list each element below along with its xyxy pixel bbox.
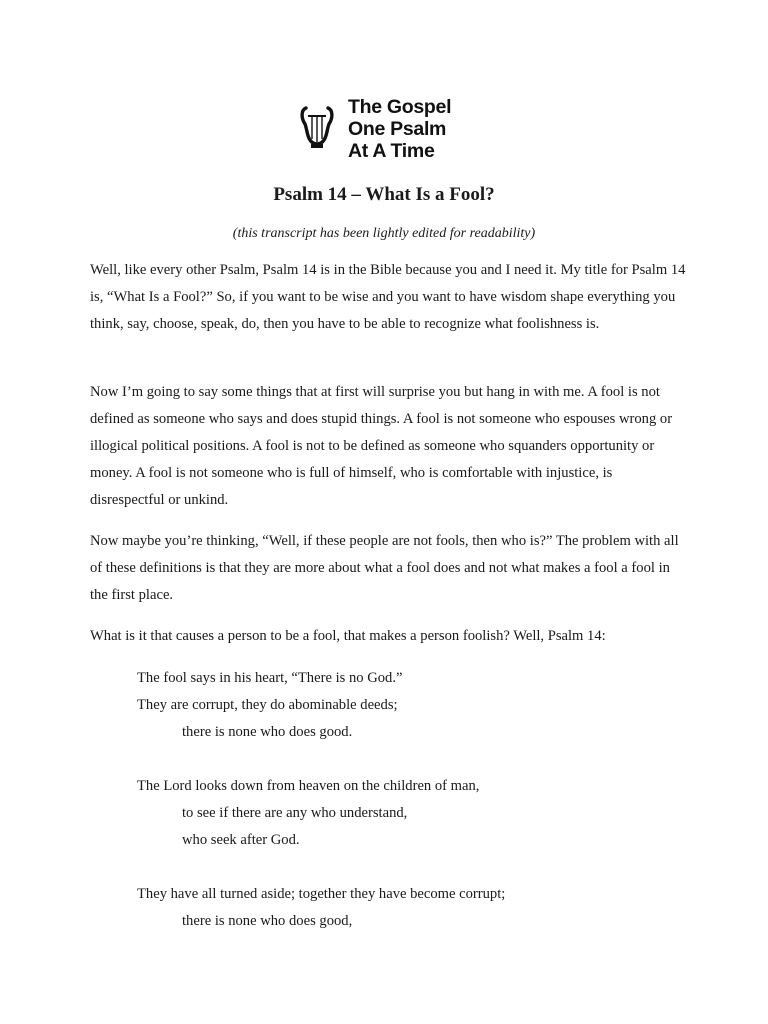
logo-line-3: At A Time [348, 140, 435, 162]
verse-line-6: who seek after God. [182, 832, 300, 848]
page-title: Psalm 14 – What Is a Fool? [273, 184, 495, 205]
lyre-icon [299, 104, 335, 150]
verse-line-1: The fool says in his heart, “There is no God.” [137, 670, 403, 686]
paragraph-4: What is it that causes a person to be a fool, that makes a person foolish? Well, Psalm 14: [90, 628, 606, 644]
verse-line-7: They have all turned aside; together they have become corrupt; [137, 886, 506, 902]
logo-line-2: One Psalm [348, 118, 447, 140]
verse-line-2: They are corrupt, they do abominable deeds; [137, 697, 398, 713]
logo-line-1: The Gospel [348, 96, 452, 118]
transcript-note: (this transcript has been lightly edited for readability) [232, 226, 536, 241]
verse-line-5: to see if there are any who understand, [182, 805, 408, 821]
gospel-logo [299, 96, 479, 162]
verse-line-8: there is none who does good, [182, 913, 353, 929]
verse-line-4: The Lord looks down from heaven on the children of man, [137, 778, 480, 794]
verse-line-3: there is none who does good. [182, 724, 353, 740]
paragraph-1: Well, like every other Psalm, Psalm 14 is in the Bible because you and I need it. My title for Psalm 14 is, “What Is a Fool?” So, if you want to be wise and you want to have wisdom shape everything you think, say, choose, speak, do, then you have to be able to recognize what foolishness is. [90, 262, 686, 332]
paragraph-3: Now maybe you’re thinking, “Well, if these people are not fools, then who is?” The problem with all of these definitions is that they are more about what a fool does and not what makes a fool a fool in the first place. [90, 533, 679, 603]
paragraph-2: Now I’m going to say some things that at first will surprise you but hang in with me. A fool is not defined as someone who says and does stupid things. A fool is not someone who espouses wrong or illogical political positions. A fool is not to be defined as someone who squanders opportunity or money. A fool is not someone who is full of himself, who is comfortable with injustice, is disrespectful or unkind. [90, 384, 673, 508]
logo-wordmark [348, 96, 451, 162]
psalm-verse [137, 665, 697, 935]
